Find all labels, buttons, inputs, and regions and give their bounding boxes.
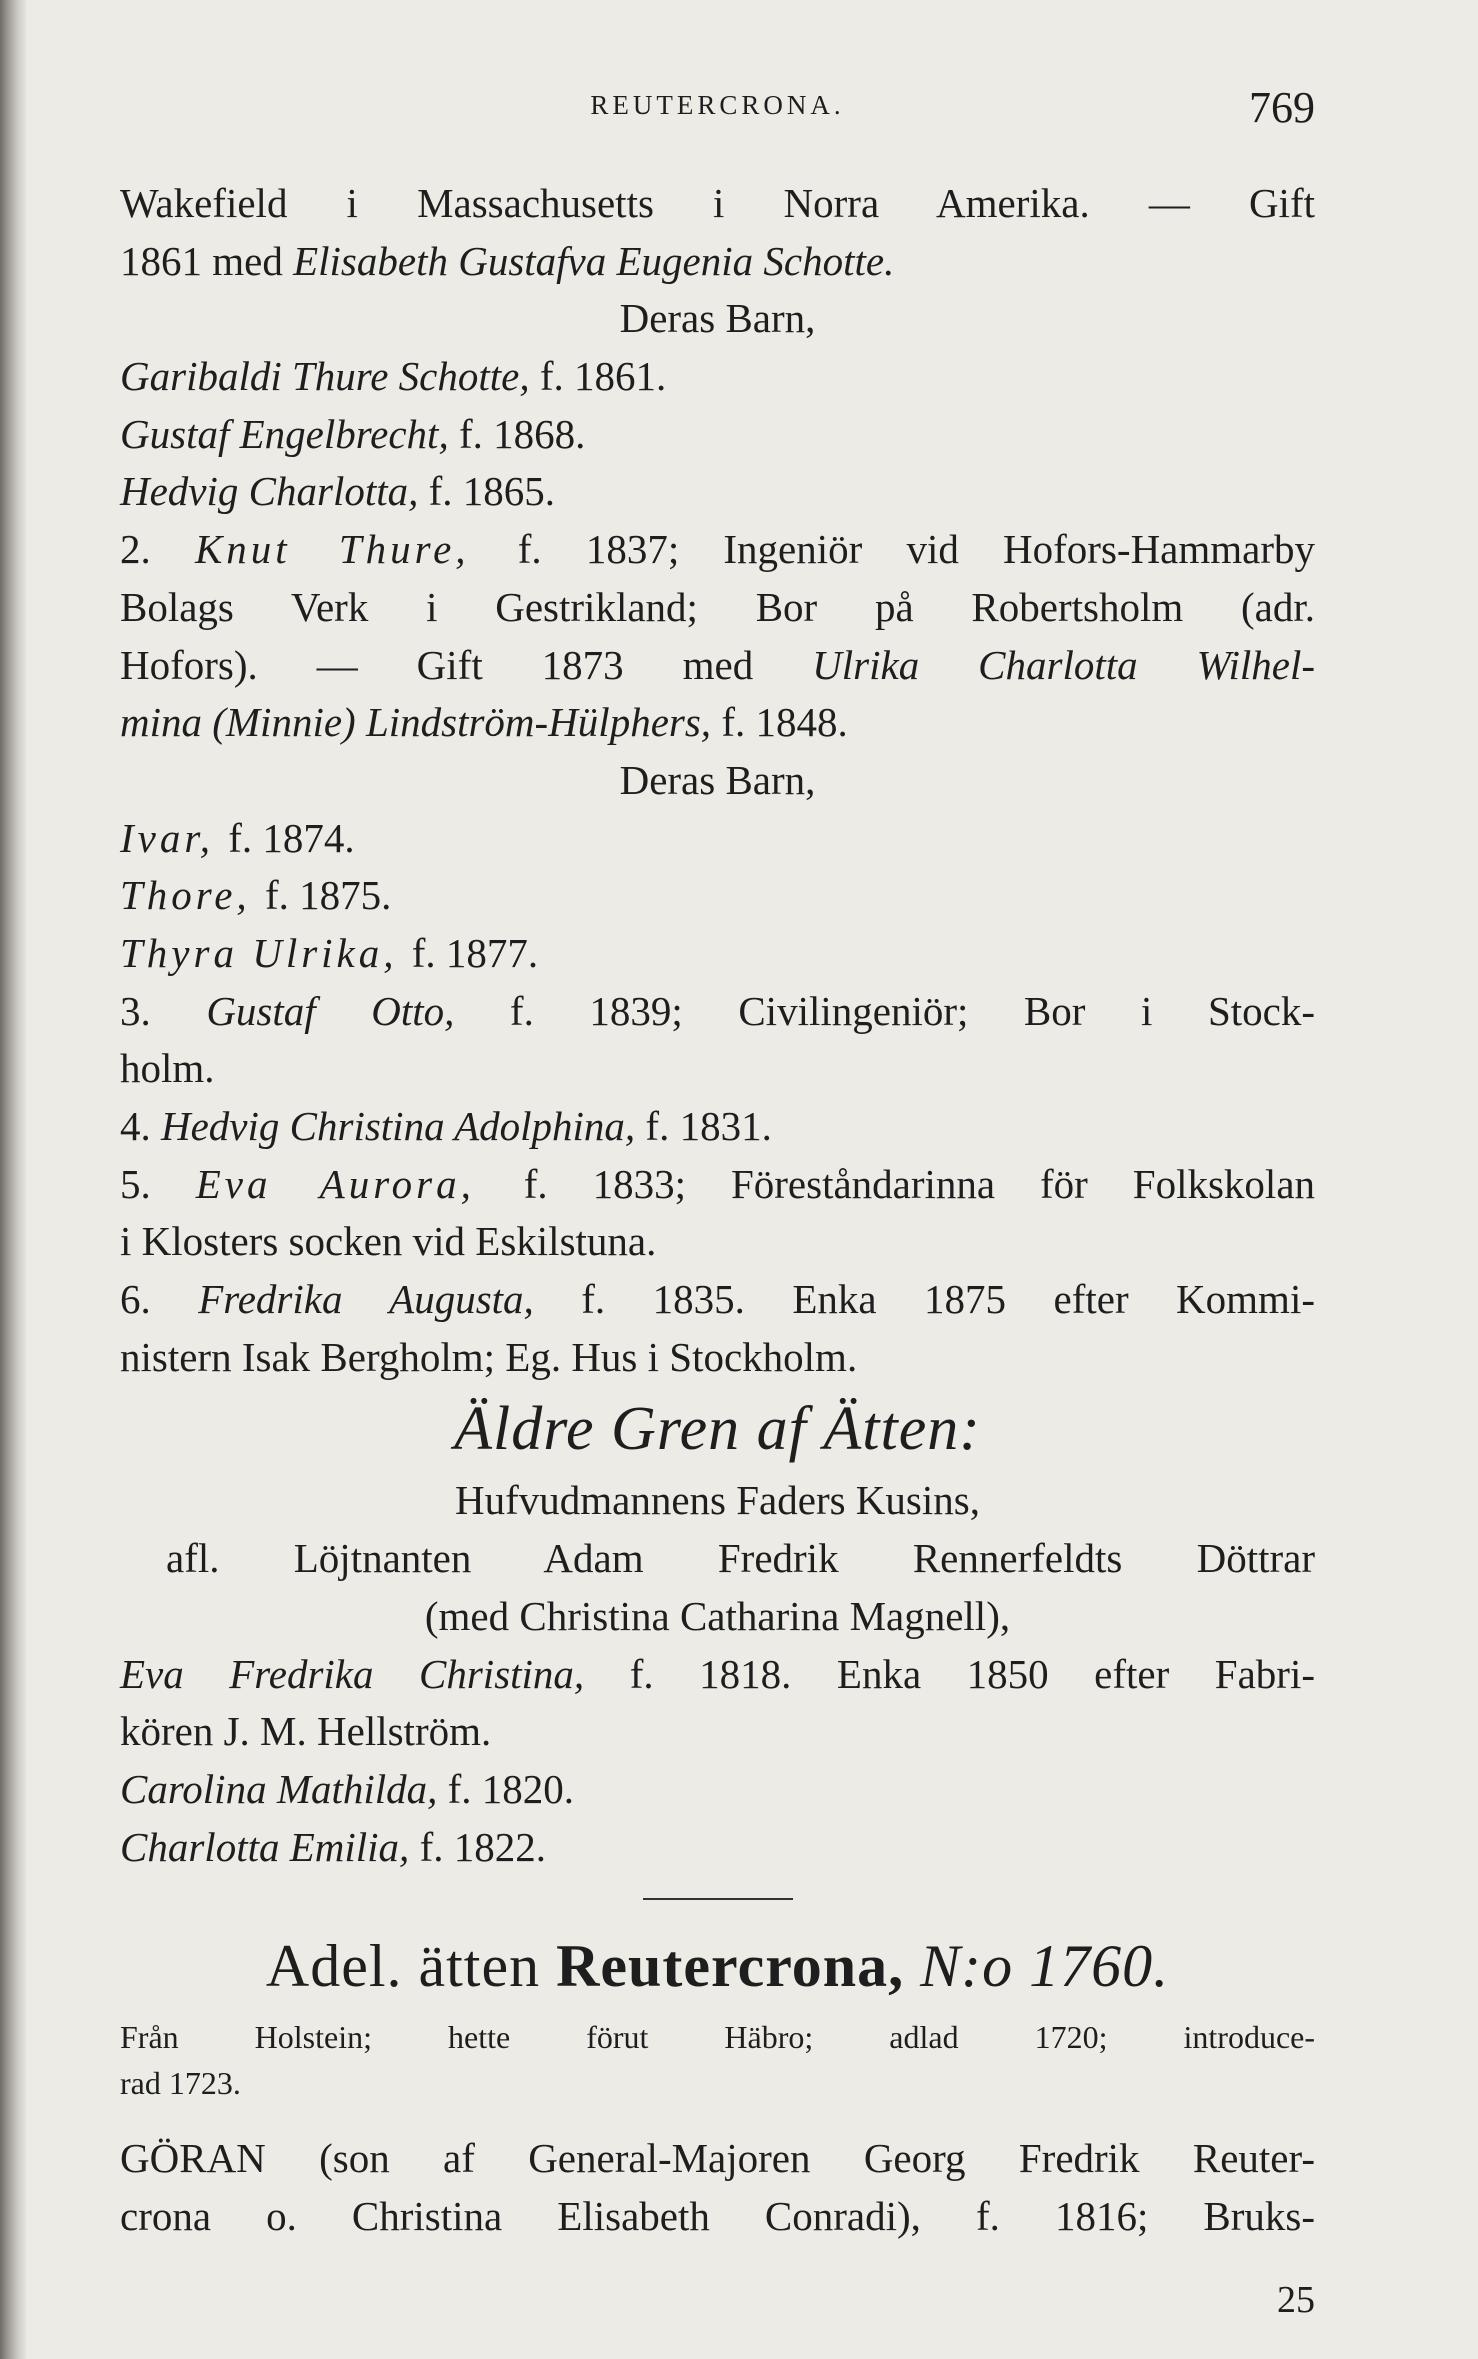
numbered-entry: 4. Hedvig Christina Adolphina, f. 1831.	[120, 1103, 772, 1149]
text-line: Hofors). — Gift 1873 med Ulrika Charlotta Wilhel-	[120, 641, 1315, 688]
section-title: Adel. ätten Reutercrona, N:o 1760.	[265, 1933, 1170, 2000]
numbered-entry: 3. Gustaf Otto, f. 1839; Civilingeniör; Bor i Stock-	[120, 987, 1315, 1034]
text-line: (med Christina Catharina Magnell),	[424, 1592, 1011, 1639]
child-entry: Thore, f. 1875.	[120, 872, 392, 919]
page-binding-edge	[0, 0, 26, 2359]
text-line: crona o. Christina Elisabeth Conradi), f. 1816; Bruks-	[120, 2192, 1315, 2239]
text-line: kören J. M. Hellström.	[120, 1708, 492, 1755]
text-line: Wakefield i Massachusetts i Norra Amerika. — Gift	[120, 180, 1315, 226]
child-entry: Hedvig Charlotta, f. 1865.	[120, 468, 556, 515]
daughter-entry: Carolina Mathilda, f. 1820.	[120, 1765, 575, 1812]
text-line: 1861 med Elisabeth Gustafva Eugenia Schotte.	[120, 237, 895, 284]
text-line: afl. Löjtnanten Adam Fredrik Rennerfeldts Döttrar	[166, 1535, 1315, 1582]
intro-line: rad 1723.	[120, 2065, 241, 2102]
text-line: mina (Minnie) Lindström-Hülphers, f. 1848.	[120, 699, 848, 746]
running-title: REUTERCRONA.	[590, 90, 845, 120]
subheading-children: Deras Barn,	[619, 756, 816, 803]
page-number: 769	[1249, 83, 1315, 132]
page-header	[120, 82, 1315, 142]
child-entry: Garibaldi Thure Schotte, f. 1861.	[120, 353, 667, 400]
signature-mark: 25	[1277, 2279, 1315, 2321]
branch-heading: Äldre Gren af Ätten:	[454, 1395, 981, 1464]
numbered-entry: 5. Eva Aurora, f. 1833; Föreståndarinna för Folkskolan	[120, 1160, 1316, 1207]
subheading-children: Deras Barn,	[619, 295, 816, 342]
text-line: i Klosters socken vid Eskilstuna.	[120, 1218, 657, 1265]
child-entry: Ivar, f. 1874.	[120, 814, 355, 861]
child-entry: Thyra Ulrika, f. 1877.	[120, 929, 539, 976]
numbered-entry: 2. Knut Thure, f. 1837; Ingeniör vid Hofors-Hammarby	[120, 526, 1316, 573]
page-body	[120, 175, 1315, 2246]
daughter-entry: Eva Fredrika Christina, f. 1818. Enka 1850 efter Fabri-	[120, 1650, 1315, 1697]
text-line: nistern Isak Bergholm; Eg. Hus i Stockholm.	[120, 1333, 858, 1380]
text-line: Bolags Verk i Gestrikland; Bor på Robertsholm (adr.	[120, 583, 1315, 630]
numbered-entry: 6. Fredrika Augusta, f. 1835. Enka 1875 efter Kommi-	[120, 1276, 1315, 1323]
text-line: GÖRAN (son af General-Majoren Georg Fredrik Reuter-	[120, 2135, 1315, 2182]
section-divider	[643, 1898, 793, 1900]
intro-line: Från Holstein; hette förut Häbro; adlad 1720; introduce-	[120, 2019, 1315, 2056]
subheading-cousins: Hufvudmannens Faders Kusins,	[455, 1477, 980, 1524]
daughter-entry: Charlotta Emilia, f. 1822.	[120, 1823, 546, 1870]
child-entry: Gustaf Engelbrecht, f. 1868.	[120, 410, 586, 457]
text-line: holm.	[120, 1045, 215, 1092]
